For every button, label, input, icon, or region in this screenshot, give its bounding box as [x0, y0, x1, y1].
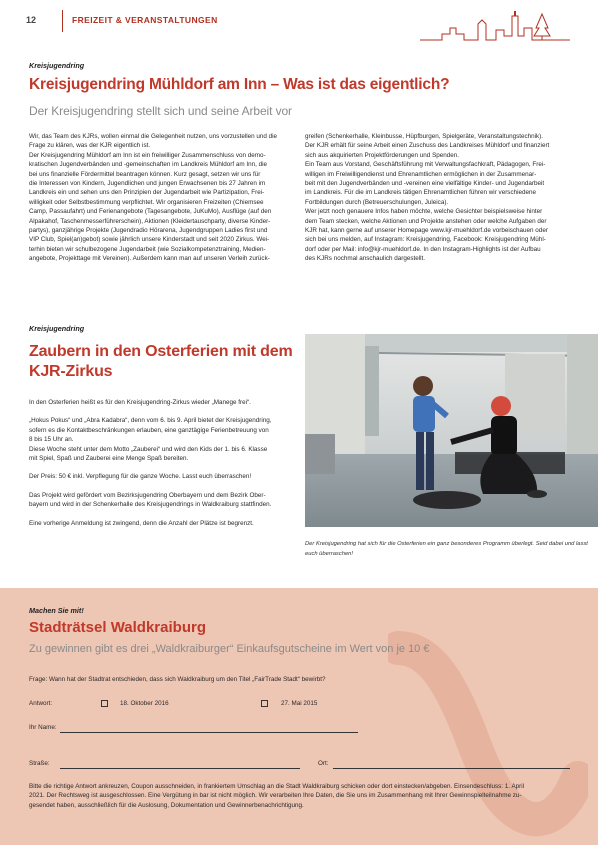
contest-subtitle: Zu gewinnen gibt es drei „Waldkraiburger“ Einkaufsgutscheine im Wert von je 10 € — [29, 643, 430, 655]
article2-title-line1: Zaubern in den Osterferien mit dem — [29, 343, 293, 360]
city-field[interactable] — [333, 768, 570, 769]
text-line: Eine vorherige Anmeldung ist zwingend, denn die Anzahl der Plätze ist begrenzt. — [29, 519, 254, 527]
article1-column-left — [29, 132, 293, 264]
section-label: FREIZEIT & VERANSTALTUNGEN — [72, 15, 218, 25]
caption-line2: euch überraschen! — [305, 550, 354, 557]
text-line: Der KJR erhält für seine Arbeit einen Zuschuss des Landkreises Mühldorf und finanziert — [305, 142, 550, 150]
text-line: sich bei uns melden, auf Instagram: Kreisjugendring, Facebook: Kreisjugendring Mühl- — [305, 236, 546, 244]
street-field[interactable] — [60, 768, 300, 769]
text-line: Wir, das Team des KJRs, wollen einmal die Gelegenheit nutzen, uns vorzustellen und die — [29, 133, 278, 140]
text-line: Ein Team aus Vorstand, Geschäftsführung mit Verwaltungsfachkraft, Pädagogen, Frei- — [305, 161, 546, 169]
contest-footer — [29, 782, 574, 810]
text-line: angebote, Projekttage mit Vereinen). Außerdem kann man auf unseren Verleih zurück- — [29, 255, 270, 263]
text-line: bayern und wird in der Schenkerhalle des Kreisjugendrings in Waldkraiburg stattfinden. — [29, 501, 272, 509]
paragraph — [29, 416, 293, 463]
text-line: VIP Club, Spiel(an)gebot) sowie jährlich unsere Kinderstadt und seit 2020 Zirkus. Wei- — [29, 236, 270, 244]
text-line: willigkeit oder Selbstbestimmung verpflichtet. Wir organisieren Freizeiten (Chiemsee — [29, 198, 264, 206]
paragraph-gap — [29, 407, 293, 416]
text-line: kratischen Jugendverbänden und -gemeinschaften im Landkreis Mühldorf am Inn, die — [29, 161, 268, 169]
text-line: Der Preis: 50 € inkl. Verpflegung für die ganze Woche. Lasst euch überraschen! — [29, 473, 252, 481]
name-field[interactable] — [60, 732, 358, 733]
text-line: Diese Woche steht unter dem Motto „Zauberei“ und wird den Kids der 1. bis 6. Klasse — [29, 445, 268, 453]
text-line: dorf oder per Mail: info@kjr-muehldorf.de. In den Instagram-Highlights ist der Aufbau — [305, 245, 541, 253]
text-line: Bitte die richtige Antwort ankreuzen, Coupon ausschneiden, in frankiertem Umschlag an die Stadt Waldkraiburg schicken oder dort einstecken/abgeben. Einsendeschluss: 1. April — [29, 783, 525, 790]
text-line: Der Kreisjugendring Mühldorf am Inn ist ein freiwilliger Zusammenschluss von demo- — [29, 151, 266, 159]
text-line: Alpakahof, Taschenmesserführerschein), Aktionen (Kleidertauschparty, diverse Kinder- — [29, 217, 271, 225]
text-line: des KJRs nochmal anschaulich dargestellt. — [305, 255, 426, 263]
text-line: mit Spiel, Spaß und Zauberei eine Menge Spaß bereiten. — [29, 455, 189, 463]
article2-kicker: Kreisjugendring — [29, 324, 85, 333]
option2-label: 27. Mai 2015 — [281, 700, 318, 707]
article1-kicker: Kreisjugendring — [29, 61, 85, 70]
contest-question: Frage: Wann hat der Stadtrat entschieden, dass sich Waldkraiburg um den Titel „FairTrade Stadt“ bewirbt? — [29, 676, 326, 683]
text-line: im Landkreis. Für die im Landkreis tätigen Ehrenamtlichen führen wir verschiedene — [305, 189, 536, 197]
paragraph-gap — [29, 510, 293, 519]
text-line: Frage zu klären, was der KJR eigentlich ist. — [29, 142, 151, 150]
text-line: greifen (Schenkerhalle, Kleinbusse, Hüpfburgen, Spielgeräte, Veranstaltungstechnik). — [305, 133, 544, 140]
photo-caption — [305, 540, 595, 559]
contest-kicker: Machen Sie mit! — [29, 606, 84, 615]
article1-title: Kreisjugendring Mühldorf am Inn – Was ist das eigentlich? — [29, 76, 450, 93]
paragraph — [29, 519, 293, 528]
text-line: gesendet haben, ausschließlich für die Auslosung, Dokumentation und Gewinnerbenachrichtigung. — [29, 801, 304, 809]
text-line: Landkreis ein und sehen uns den Prinzipien der Jugendarbeit wie Partizipation, Frei- — [29, 189, 265, 197]
text-line: In den Osterferien heißt es für den Kreisjugendring-Zirkus wieder „Manege frei“. — [29, 399, 251, 406]
text-line: Fortbildungen durch (Betreuerschulungen, Juleica). — [305, 198, 449, 206]
paragraph — [29, 472, 293, 481]
city-label: Ort: — [318, 760, 329, 767]
text-line: 8 bis 15 Uhr an. — [29, 436, 74, 444]
text-line: die Interessen von Kindern, Jugendlichen und jungen Erwachsenen bis 27 Jahren im — [29, 180, 266, 188]
text-line: Wer jetzt noch genauere Infos haben möchte, welche Gesichter beispielsweise hinter — [305, 208, 543, 216]
name-label: Ihr Name: — [29, 724, 57, 731]
article2-title-line2: KJR-Zirkus — [29, 363, 113, 380]
contest-box — [0, 588, 598, 845]
paragraph — [29, 491, 293, 510]
paragraph — [29, 398, 293, 407]
text-line: terhin bieten wir schulbezogene Jugendarbeit (wie Sozialkompetenztraining, Medien- — [29, 245, 266, 253]
header-divider — [62, 10, 63, 32]
text-line: 2021. Der Rechtsweg ist ausgeschlossen. Eine Vergütung in bar ist nicht möglich. Wir verarbeiten Ihre Daten, die Sie uns im Zusammenhang mit Ihrer Gewinnspielteilnahme zu- — [29, 792, 522, 800]
answer-label: Antwort: — [29, 700, 53, 707]
text-line: bei uns finanzielle Fördermittel beantragen können. Kurz gesagt, setzen wir uns für — [29, 170, 261, 178]
text-line: sich aus akquirierten Projektförderungen und Spenden. — [305, 151, 460, 159]
text-line: willigen im Freiwilligendienst und Ehrenamtlichen ermöglichen in der Zusammenar- — [305, 170, 537, 178]
text-line: partys), ganzjährige Projekte (Jugendradio Hörarena, Jugendgruppen Ladies first und — [29, 227, 268, 235]
paragraph-gap — [29, 463, 293, 472]
option1-checkbox[interactable] — [101, 700, 108, 707]
city-skyline-icon — [420, 6, 570, 42]
text-line: Das Projekt wird gefördert vom Bezirksjugendring Oberbayern und dem Bezirk Ober- — [29, 491, 266, 499]
text-line: beit mit den Jugendverbänden und -vereinen eine vielfältige Kinder- und Jugendarbeit — [305, 180, 545, 188]
text-line: sofern es die Kontaktbeschränkungen erlauben, eine ganztägige Ferienbetreuung von — [29, 426, 269, 434]
text-line: „Hokus Pokus“ und „Abra Kadabra“, denn vom 6. bis 9. April bietet der Kreisjugendring, — [29, 417, 272, 425]
street-label: Straße: — [29, 760, 50, 767]
circus-photo-illustration — [305, 334, 598, 527]
text-line: dem Team stecken, welche Aktionen und Projekte anstehen oder welche Aufgaben der — [305, 217, 547, 225]
contest-title: Stadträtsel Waldkraiburg — [29, 619, 206, 636]
option2-checkbox[interactable] — [261, 700, 268, 707]
paragraph-gap — [29, 482, 293, 491]
caption-line1: Der Kreisjugendring hat sich für die Osterferien ein ganz besonderes Programm überlegt. Seid dabei und lasst — [305, 541, 588, 547]
page-header — [0, 0, 598, 44]
circus-photo — [305, 334, 598, 527]
page-number: 12 — [26, 15, 37, 25]
article1-subtitle: Der Kreisjugendring stellt sich und seine Arbeit vor — [29, 104, 292, 118]
text-line: KJR hat, kann gerne auf unserer Homepage www.kjr-muehldorf.de vorbeischauen oder — [305, 227, 548, 235]
text-line: Camp, Passaufahrt) und Ferienangebote (Tagesangebote, JuKuMo), Ausflüge (auf den — [29, 208, 272, 216]
option1-label: 18. Oktober 2016 — [120, 700, 169, 707]
article2-body — [29, 398, 293, 528]
article1-column-right — [305, 132, 569, 264]
